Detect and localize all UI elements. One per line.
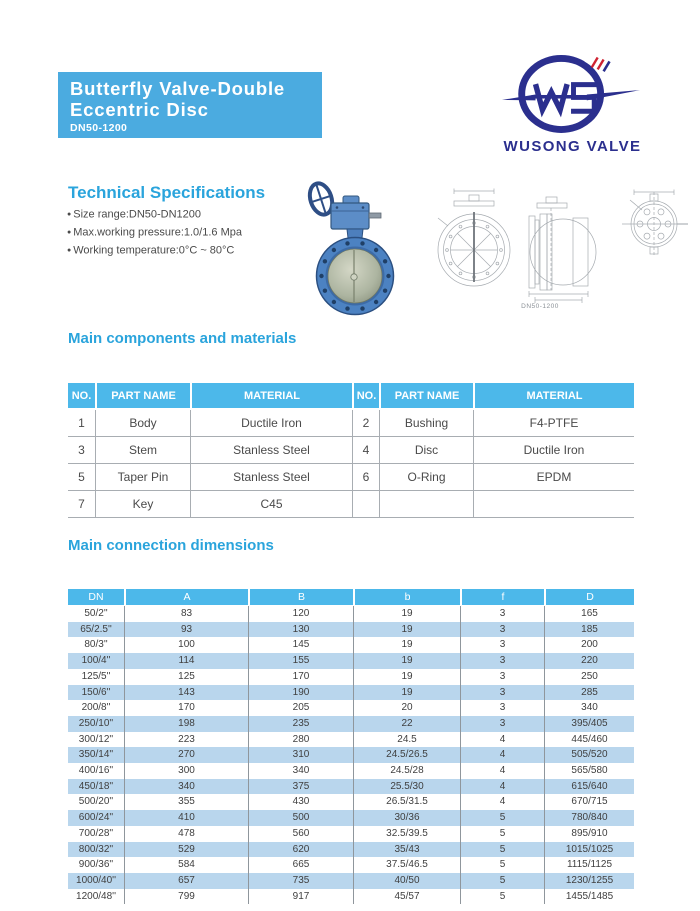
table-cell: 670/715 [544,794,634,810]
table-cell: 19 [353,622,460,638]
table-cell: 3 [460,669,544,685]
table-cell: 3 [460,653,544,669]
spec-item: ● Max.working pressure:1.0/1.6 Mpa [67,224,242,242]
table-cell: Disc [379,437,473,464]
front-view-drawing [438,189,510,287]
table-cell: 620 [248,842,353,858]
company-logo-icon [500,52,648,136]
table-cell: 24.5/28 [353,763,460,779]
table-cell: 300 [124,763,248,779]
table-row [68,826,634,842]
table-cell: 800/32'' [78,843,114,855]
table-row [68,842,634,858]
table-cell: 165 [544,606,634,622]
table-cell: 185 [544,622,634,638]
table-cell: 220 [544,653,634,669]
table-row [68,491,634,518]
table-cell: 30/36 [353,810,460,826]
table-row [68,410,634,437]
table-row [68,622,634,638]
table-cell: 735 [248,873,353,889]
table-row [68,747,634,763]
table-row [68,794,634,810]
table-cell: 6 [352,464,379,491]
table-row [68,653,634,669]
table-cell: 250/10'' [78,717,114,729]
table-row [68,779,634,795]
table-row [68,810,634,826]
spec-list [67,206,242,260]
table-cell: 340 [248,763,353,779]
table-cell: Ductile Iron [190,410,352,437]
table-cell: 5 [460,826,544,842]
table-cell: 100 [124,637,248,653]
column-header: B [248,589,353,606]
table-cell: 37.5/46.5 [353,857,460,873]
table-cell: 657 [124,873,248,889]
table-row [68,464,634,491]
table-cell: 445/460 [544,732,634,748]
table-cell: 3 [68,437,95,464]
table-cell: 5 [460,873,544,889]
table-cell: 143 [124,685,248,701]
components-table [68,383,634,518]
table-cell: 395/405 [544,716,634,732]
company-name: WUSONG VALVE [503,138,642,155]
table-cell: 500/20'' [78,796,114,808]
table-row [68,606,634,622]
table-cell: 900/36'' [78,859,114,871]
table-cell: 780/840 [544,810,634,826]
table-cell: 40/50 [353,873,460,889]
table-cell: F4-PTFE [473,410,634,437]
page-subtitle: DN50-1200 [70,122,128,134]
table-cell: 3 [460,606,544,622]
table-cell: 3 [460,622,544,638]
table-row [68,669,634,685]
table-cell: 4 [352,437,379,464]
table-cell: 340 [544,700,634,716]
table-cell: 270 [124,747,248,763]
table-row [68,763,634,779]
table-cell: 3 [460,700,544,716]
table-cell: 584 [124,857,248,873]
table-cell: 100/4'' [81,655,111,667]
table-cell: EPDM [473,464,634,491]
gearbox-icon [331,196,381,229]
table-cell: 450/18'' [78,780,114,792]
table-cell: C45 [190,491,352,518]
section-heading-components: Main components and materials [68,330,297,347]
table-row [68,873,634,889]
spec-item: ● Working temperature:0°C ~ 80°C [67,242,242,260]
table-cell: O-Ring [379,464,473,491]
table-cell [352,491,379,518]
table-cell: 3 [460,637,544,653]
column-header: D [544,589,634,606]
table-cell: 5 [460,842,544,858]
table-cell: 478 [124,826,248,842]
table-cell: 125/5'' [81,670,111,682]
table-cell: 223 [124,732,248,748]
table-cell: 22 [353,716,460,732]
table-cell: 2 [352,410,379,437]
table-cell: 19 [353,637,460,653]
table-cell: 205 [248,700,353,716]
column-header: PART NAME [95,383,190,410]
table-cell: 1 [68,410,95,437]
table-cell: 19 [353,669,460,685]
table-cell: 700/28'' [78,827,114,839]
table-cell: 26.5/31.5 [353,794,460,810]
table-cell: 4 [460,763,544,779]
table-cell: 25.5/30 [353,779,460,795]
table-cell: 150/6'' [81,686,111,698]
column-header: NO. [352,383,379,410]
column-header: A [124,589,248,606]
table-row [68,857,634,873]
table-cell: 200 [544,637,634,653]
column-header: MATERIAL [190,383,352,410]
side-view-drawing [529,197,596,303]
table-cell: 799 [124,889,248,905]
table-cell: Body [95,410,190,437]
table-row [68,637,634,653]
table-cell: 19 [353,685,460,701]
table-cell: 24.5 [353,732,460,748]
table-cell: 200/8'' [81,702,111,714]
table-cell: 5 [68,464,95,491]
table-row [68,437,634,464]
table-cell: Stanless Steel [190,437,352,464]
flange-view-drawing [622,190,688,257]
table-cell: 1115/1125 [544,857,634,873]
table-cell: 430 [248,794,353,810]
table-cell: 198 [124,716,248,732]
table-cell: 65/2.5'' [80,623,112,635]
table-row [68,889,634,905]
logo-monogram [502,52,640,130]
table-cell: 500 [248,810,353,826]
table-cell: 190 [248,685,353,701]
table-cell: 5 [460,857,544,873]
table-cell [379,491,473,518]
table-cell: 355 [124,794,248,810]
table-cell: 19 [353,606,460,622]
table-cell: 410 [124,810,248,826]
table-row [68,700,634,716]
table-cell: 125 [124,669,248,685]
table-cell: 4 [460,747,544,763]
table-cell: 4 [460,779,544,795]
table-cell: 285 [544,685,634,701]
table-cell: 1000/40'' [76,874,116,886]
column-header: f [460,589,544,606]
dimensions-header-row [68,589,634,606]
table-cell: 32.5/39.5 [353,826,460,842]
table-cell: 19 [353,653,460,669]
table-cell: 83 [124,606,248,622]
column-header: DN [68,589,124,606]
table-cell: 1015/1025 [544,842,634,858]
table-cell: 4 [460,732,544,748]
table-cell: 600/24'' [78,812,114,824]
table-cell: 505/520 [544,747,634,763]
table-cell: 529 [124,842,248,858]
valve-photo [297,175,421,317]
table-cell: 5 [460,810,544,826]
page-title-line1: Butterfly Valve-Double [70,78,285,99]
technical-drawings [430,188,690,304]
table-cell: 80/3'' [84,639,108,651]
table-cell: 145 [248,637,353,653]
dimensions-table [68,589,634,904]
spec-item: ● Size range:DN50-DN1200 [67,206,242,224]
table-cell: 170 [124,700,248,716]
table-cell: 1200/48'' [76,890,116,902]
table-cell: 375 [248,779,353,795]
components-header-row [68,383,634,410]
table-row [68,716,634,732]
table-cell [473,491,634,518]
table-cell: Key [95,491,190,518]
section-heading-technical-specifications: Technical Specifications [68,183,266,202]
table-cell: 50/2'' [84,608,108,619]
table-cell: 350/14'' [78,749,114,761]
table-row [68,685,634,701]
table-cell: 130 [248,622,353,638]
table-cell: 35/43 [353,842,460,858]
table-cell: 280 [248,732,353,748]
table-cell: 7 [68,491,95,518]
table-cell: 340 [124,779,248,795]
table-cell: 3 [460,716,544,732]
section-heading-dimensions: Main connection dimensions [68,537,274,554]
page-title-line2: Eccentric Disc [70,99,209,120]
table-cell: 45/57 [353,889,460,905]
table-cell: 20 [353,700,460,716]
table-cell: 560 [248,826,353,842]
table-cell: 5 [460,889,544,905]
table-cell: 917 [248,889,353,905]
table-row [68,732,634,748]
valve-body [317,238,394,315]
table-cell: Ductile Iron [473,437,634,464]
header-banner [58,72,322,138]
table-cell: 120 [248,606,353,622]
table-cell: Stem [95,437,190,464]
column-header: b [353,589,460,606]
table-cell: Stanless Steel [190,464,352,491]
table-cell: Bushing [379,410,473,437]
table-cell: 93 [124,622,248,638]
table-cell: 1455/1485 [544,889,634,905]
table-cell: 155 [248,653,353,669]
table-cell: 665 [248,857,353,873]
column-header: MATERIAL [473,383,634,410]
column-header: NO. [68,383,95,410]
table-cell: 170 [248,669,353,685]
table-cell: Taper Pin [95,464,190,491]
table-cell: 114 [124,653,248,669]
table-cell: 615/640 [544,779,634,795]
table-cell: 310 [248,747,353,763]
table-cell: 1230/1255 [544,873,634,889]
table-cell: 565/580 [544,763,634,779]
table-cell: 24.5/26.5 [353,747,460,763]
table-cell: 250 [544,669,634,685]
table-cell: 400/16'' [78,765,114,777]
table-cell: 3 [460,685,544,701]
table-cell: 895/910 [544,826,634,842]
column-header: PART NAME [379,383,473,410]
table-cell: 4 [460,794,544,810]
table-cell: 300/12'' [78,733,114,745]
table-cell: 235 [248,716,353,732]
drawing-caption: DN50-1200 [521,303,559,310]
